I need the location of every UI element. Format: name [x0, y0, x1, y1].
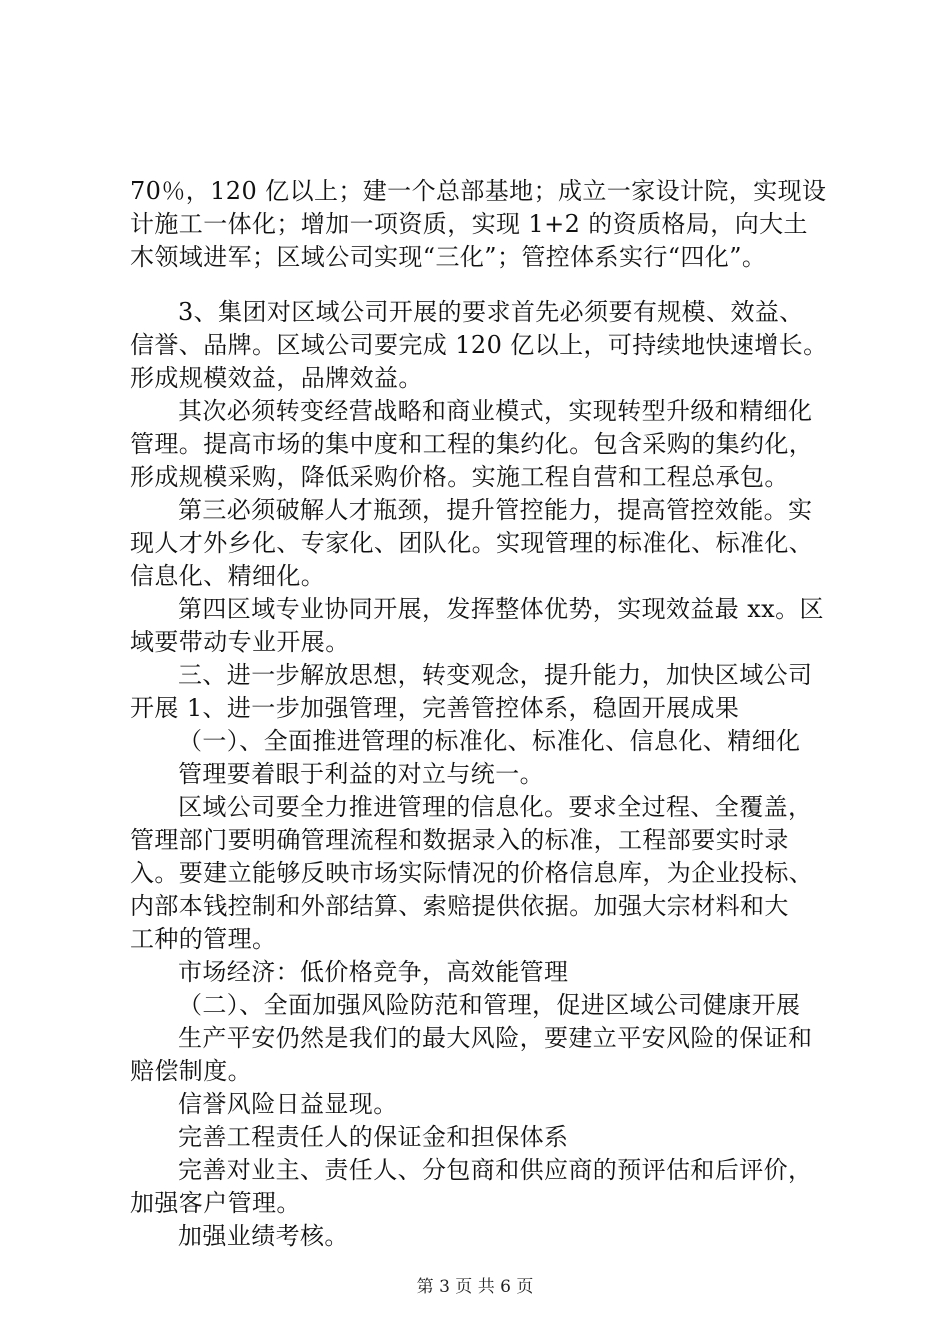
text-line: 计施工一体化；增加一项资质，实现 1+2 的资质格局，向大土 — [130, 210, 808, 238]
text-line: 管理部门要明确管理流程和数据录入的标准，工程部要实时录 — [130, 826, 789, 854]
text-line: 其次必须转变经营战略和商业模式，实现转型升级和精细化 — [178, 397, 813, 425]
text-line: 内部本钱控制和外部结算、索赔提供依据。加强大宗材料和大 — [130, 892, 789, 920]
section-heading: （二）、全面加强风险防范和管理，促进区域公司健康开展 — [178, 991, 801, 1019]
text-line: 第三必须破解人才瓶颈，提升管控能力，提高管控效能。实 — [178, 496, 813, 524]
section-heading: （一）、全面推进管理的标准化、标准化、信息化、精细化 — [178, 727, 801, 755]
text-line: 第四区域专业协同开展，发挥整体优势，实现效益最 xx。区 — [178, 595, 824, 623]
text-line: 完善对业主、责任人、分包商和供应商的预评估和后评价， — [178, 1156, 813, 1184]
page-number-footer: 第 3 页 共 6 页 — [416, 1277, 534, 1297]
text-line: 管理。提高市场的集中度和工程的集约化。包含采购的集约化， — [130, 430, 814, 458]
text-line: 现人才外乡化、专家化、团队化。实现管理的标准化、标准化、 — [130, 529, 814, 557]
text-line: 信誉、品牌。区域公司要完成 120 亿以上，可持续地快速增长。 — [130, 331, 828, 359]
text-line: 70％，120 亿以上；建一个总部基地；成立一家设计院，实现设 — [130, 177, 827, 205]
text-line: 加强客户管理。 — [130, 1189, 301, 1217]
text-line: 信誉风险日益显现。 — [178, 1090, 398, 1118]
text-line: 3、集团对区域公司开展的要求首先必须要有规模、效益、 — [178, 298, 804, 326]
text-line: 形成规模效益，品牌效益。 — [130, 364, 423, 392]
text-line: 市场经济：低价格竞争，高效能管理 — [178, 958, 569, 986]
text-line: 管理要着眼于利益的对立与统一。 — [178, 760, 544, 788]
text-line: 域要带动专业开展。 — [130, 628, 350, 656]
text-line: 形成规模采购，降低采购价格。实施工程自营和工程总承包。 — [130, 463, 789, 491]
text-line: 信息化、精细化。 — [130, 562, 326, 590]
text-line: 开展 1、进一步加强管理，完善管控体系，稳固开展成果 — [130, 694, 740, 722]
text-line: 工种的管理。 — [130, 925, 277, 953]
text-line: 生产平安仍然是我们的最大风险，要建立平安风险的保证和 — [178, 1024, 813, 1052]
text-line: 区域公司要全力推进管理的信息化。要求全过程、全覆盖， — [178, 793, 813, 821]
text-line: 赔偿制度。 — [130, 1057, 252, 1085]
text-line: 完善工程责任人的保证金和担保体系 — [178, 1123, 569, 1151]
text-line: 木领域进军；区域公司实现“三化”；管控体系实行“四化”。 — [130, 243, 767, 271]
text-line: 入。要建立能够反映市场实际情况的价格信息库，为企业投标、 — [130, 859, 814, 887]
text-line: 三、进一步解放思想，转变观念，提升能力，加快区域公司 — [178, 661, 813, 689]
text-line: 加强业绩考核。 — [178, 1222, 349, 1250]
